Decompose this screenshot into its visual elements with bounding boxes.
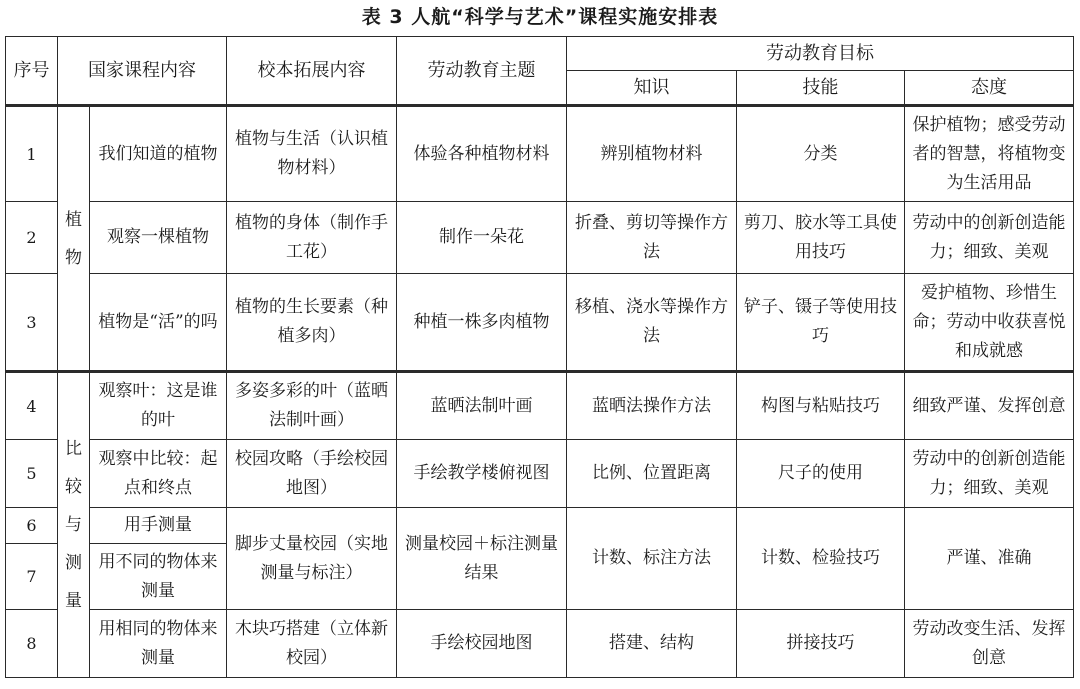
labor-theme: 手绘教学楼俯视图 — [397, 440, 567, 508]
goal-attitude: 严谨、准确 — [905, 508, 1074, 610]
goal-skill: 剪刀、胶水等工具使用技巧 — [737, 202, 905, 274]
table-row — [6, 106, 1074, 202]
labor-theme: 制作一朵花 — [397, 202, 567, 274]
goal-knowledge: 折叠、剪切等操作方法 — [567, 202, 737, 274]
national-content: 用手测量 — [90, 508, 227, 544]
goal-attitude: 劳动中的创新创造能力；细致、美观 — [905, 440, 1074, 508]
group-plants-label: 植物 — [64, 209, 82, 268]
row-seq: 1 — [6, 106, 58, 202]
table-row — [6, 372, 1074, 440]
national-content: 观察叶：这是谁的叶 — [90, 372, 227, 440]
national-content: 我们知道的植物 — [90, 106, 227, 202]
school-content: 校园攻略（手绘校园地图） — [227, 440, 397, 508]
school-content: 植物与生活（认识植物材料） — [227, 106, 397, 202]
goal-knowledge: 搭建、结构 — [567, 610, 737, 678]
table-row — [6, 274, 1074, 372]
labor-theme: 种植一株多肉植物 — [397, 274, 567, 372]
header-school-extension: 校本拓展内容 — [227, 37, 397, 106]
national-content: 植物是“活”的吗 — [90, 274, 227, 372]
school-content: 植物的身体（制作手工花） — [227, 202, 397, 274]
goal-knowledge: 移植、浇水等操作方法 — [567, 274, 737, 372]
goal-skill: 拼接技巧 — [737, 610, 905, 678]
goal-attitude: 保护植物；感受劳动者的智慧，将植物变为生活用品 — [905, 106, 1074, 202]
goal-attitude: 爱护植物、珍惜生命；劳动中收获喜悦和成就感 — [905, 274, 1074, 372]
header-attitude: 态度 — [905, 71, 1074, 106]
table-row — [6, 508, 1074, 544]
goal-skill: 构图与粘贴技巧 — [737, 372, 905, 440]
labor-theme: 体验各种植物材料 — [397, 106, 567, 202]
school-content: 脚步丈量校园（实地测量与标注） — [227, 508, 397, 610]
goal-knowledge: 计数、标注方法 — [567, 508, 737, 610]
row-seq: 3 — [6, 274, 58, 372]
national-content: 观察一棵植物 — [90, 202, 227, 274]
group-compare-label: 比较与测量 — [64, 439, 82, 611]
header-seq: 序号 — [6, 37, 58, 106]
national-content: 观察中比较：起点和终点 — [90, 440, 227, 508]
row-seq: 6 — [6, 508, 58, 544]
goal-attitude: 劳动改变生活、发挥创意 — [905, 610, 1074, 678]
row-seq: 2 — [6, 202, 58, 274]
goal-skill: 尺子的使用 — [737, 440, 905, 508]
school-content: 多姿多彩的叶（蓝晒法制叶画） — [227, 372, 397, 440]
header-labor-goals: 劳动教育目标 — [567, 37, 1074, 71]
labor-theme: 蓝晒法制叶画 — [397, 372, 567, 440]
goal-skill: 分类 — [737, 106, 905, 202]
goal-knowledge: 辨别植物材料 — [567, 106, 737, 202]
table-row — [6, 202, 1074, 274]
goal-attitude: 细致严谨、发挥创意 — [905, 372, 1074, 440]
row-seq: 8 — [6, 610, 58, 678]
table-row — [6, 610, 1074, 678]
goal-skill: 铲子、镊子等使用技巧 — [737, 274, 905, 372]
school-content: 木块巧搭建（立体新校园） — [227, 610, 397, 678]
goal-knowledge: 蓝晒法操作方法 — [567, 372, 737, 440]
header-labor-theme: 劳动教育主题 — [397, 37, 567, 106]
goal-attitude: 劳动中的创新创造能力；细致、美观 — [905, 202, 1074, 274]
goal-skill: 计数、检验技巧 — [737, 508, 905, 610]
table-caption: 表 3 人航“科学与艺术”课程实施安排表 — [361, 6, 719, 28]
national-content: 用不同的物体来测量 — [90, 544, 227, 610]
table-row — [6, 440, 1074, 508]
header-skill: 技能 — [737, 71, 905, 106]
national-content: 用相同的物体来测量 — [90, 610, 227, 678]
header-knowledge: 知识 — [567, 71, 737, 106]
row-seq: 4 — [6, 372, 58, 440]
school-content: 植物的生长要素（种植多肉） — [227, 274, 397, 372]
labor-theme: 测量校园＋标注测量结果 — [397, 508, 567, 610]
group-plants — [58, 106, 90, 372]
row-seq: 5 — [6, 440, 58, 508]
row-seq: 7 — [6, 544, 58, 610]
goal-knowledge: 比例、位置距离 — [567, 440, 737, 508]
labor-theme: 手绘校园地图 — [397, 610, 567, 678]
course-plan-table — [5, 36, 1074, 678]
group-compare-measure — [58, 372, 90, 678]
header-national-course: 国家课程内容 — [58, 37, 227, 106]
